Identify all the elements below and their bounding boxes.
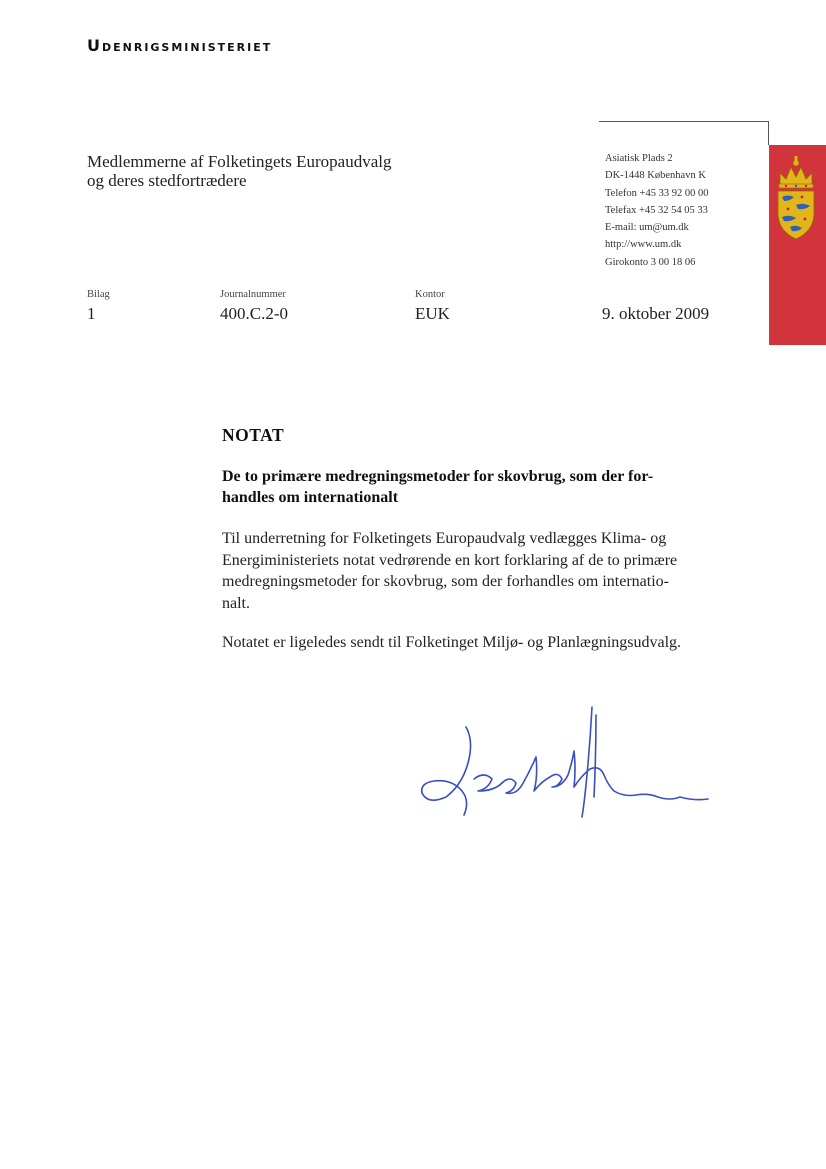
address-fax: Telefax +45 32 54 05 33 <box>605 204 708 216</box>
recipient-line-2: og deres stedfortrædere <box>87 171 247 190</box>
address-giro: Girokonto 3 00 18 06 <box>605 256 696 268</box>
address-phone: Telefon +45 33 92 00 00 <box>605 187 709 199</box>
danish-coat-of-arms-icon <box>772 151 820 251</box>
body1-line-3: medregningsmetoder for skovbrug, som der forhandles om internatio- <box>222 573 669 590</box>
journal-value: 400.C.2-0 <box>220 304 288 323</box>
body1-line-4: nalt. <box>222 594 250 612</box>
subject-line-1: De to primære medregningsmetoder for skovbrug, som der for- <box>222 468 654 485</box>
address-web: http://www.um.dk <box>605 239 682 251</box>
handwritten-signature <box>418 705 718 825</box>
header-rule <box>599 121 769 122</box>
address-block <box>605 150 708 271</box>
header-rule-vertical <box>768 121 769 145</box>
recipient-line-1: Medlemmerne af Folketingets Europaudvalg <box>87 152 392 171</box>
document-date: 9. oktober 2009 <box>602 304 710 323</box>
notat-body-paragraph-2: Notatet er ligeledes sendt til Folketinget Miljø- og Planlægningsudvalg. <box>222 634 682 651</box>
kontor-value: EUK <box>415 304 450 323</box>
address-street: Asiatisk Plads 2 <box>605 153 673 164</box>
notat-subject <box>222 466 722 508</box>
subject-line-2: handles om internationalt <box>222 489 399 506</box>
crest-band <box>769 145 826 345</box>
kontor-label: Kontor <box>415 289 445 300</box>
address-city: DK-1448 København K <box>605 170 706 182</box>
bilag-value: 1 <box>87 304 96 323</box>
body1-line-2: Energiministeriets notat vedrørende en kort forklaring af de to primære <box>222 551 678 569</box>
recipient-block <box>87 152 392 190</box>
address-email: E-mail: um@um.dk <box>605 222 689 234</box>
body1-line-1: Til underretning for Folketingets Europaudvalg vedlægges Klima- og <box>222 530 667 547</box>
notat-title: NOTAT <box>222 425 285 445</box>
ministry-name: Udenrigsministeriet <box>87 36 273 55</box>
bilag-label: Bilag <box>87 289 110 300</box>
notat-body-paragraph-1 <box>222 528 722 614</box>
journal-label: Journalnummer <box>220 289 286 300</box>
